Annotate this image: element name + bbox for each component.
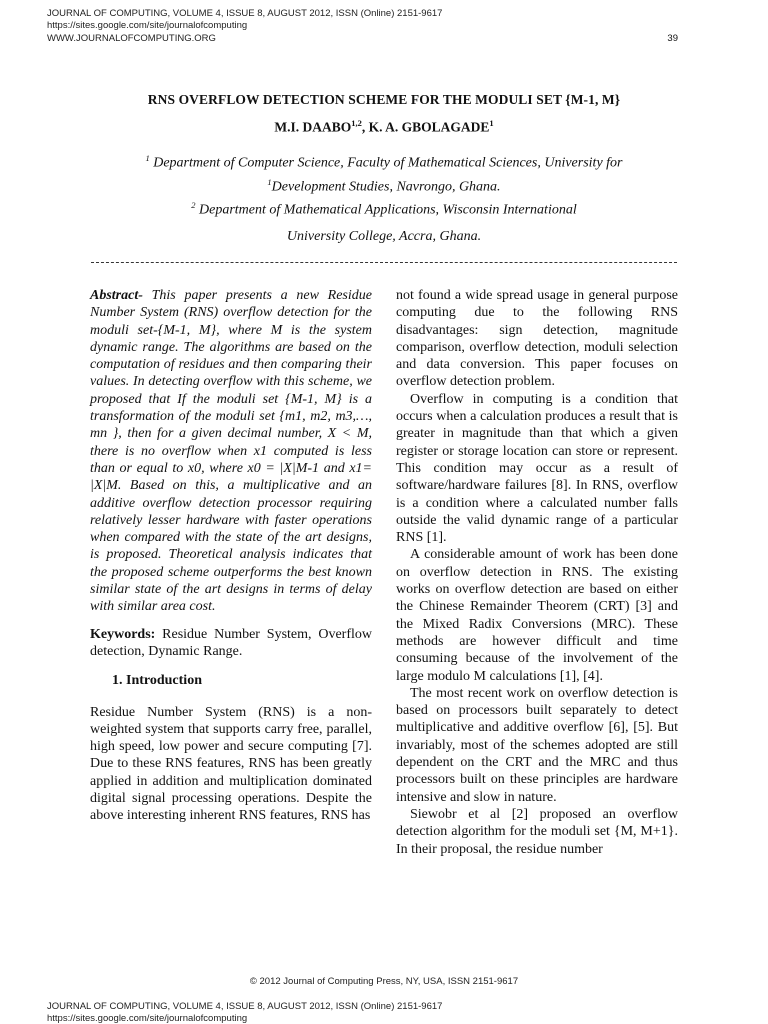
author-2-sup: 1	[489, 118, 494, 128]
right-paragraph-2: Overflow in computing is a condition that occurs when a calculation produces a result that is greater in magnitude than that which a given register or storage location can store or represent. This condition may occur as a result of software/hardware failures [8]. In RNS, overflow is a condition where a calculated number falls outside the valid dynamic range of a particular RNS [1].	[396, 391, 678, 546]
aff1-line2: Development Studies, Navrongo, Ghana.	[271, 179, 501, 195]
journal-site[interactable]: WWW.JOURNALOFCOMPUTING.ORG	[47, 33, 216, 44]
right-column	[396, 287, 678, 858]
aff1-sup2: 1	[267, 176, 272, 187]
affiliation-1	[0, 149, 768, 196]
dashed-divider	[91, 262, 677, 263]
keywords-label: Keywords:	[90, 626, 156, 642]
paper-title: RNS OVERFLOW DETECTION SCHEME FOR THE MODULI SET {M-1, M}	[147, 92, 621, 107]
section-heading-introduction: 1. Introduction	[112, 673, 202, 689]
author-sep: ,	[361, 119, 369, 135]
right-paragraph-1: not found a wide spread usage in general purpose computing due to the following RNS disadvantages: sign detection, magnitude comparison, overflow detection, moduli selection and data conversion. This paper focuses on overflow detection problem.	[396, 288, 678, 390]
footer-copyright: © 2012 Journal of Computing Press, NY, USA, ISSN 2151-9617	[249, 976, 519, 987]
keywords-text: Residue Number System, Overflow detection, Dynamic Range.	[90, 626, 372, 659]
abstract-label: Abstract-	[90, 288, 143, 303]
aff1-line1: Department of Computer Science, Faculty of Mathematical Sciences, University for	[149, 155, 623, 171]
paper-authors	[0, 118, 768, 136]
journal-url[interactable]: https://sites.google.com/site/journalofcomputing	[47, 20, 248, 31]
abstract	[90, 287, 372, 616]
page-number: 39	[667, 33, 678, 44]
aff1-sup: 1	[145, 153, 150, 163]
abstract-text: This paper presents a new Residue Number System (RNS) overflow detection for the moduli set-{M-1, M}, where M is the system dynamic range. The algorithms are based on the computation of residues and then comparing their values. In detecting overflow with this scheme, we proposed that If the moduli set {M-1, M} is a transformation of the moduli set {m1, m2, m3,…, mn }, then for a given decimal number, X < M, there is no overflow when x1 computed is less than or equal to x0, where x0 = |X|M-1 and x1= |X|M. Based on this, a multiplicative and an additive overflow detection processor requiring relatively lesser hardware with faster operations when compared with the state of the art designs, is proposed. Theoretical analysis indicates that the proposed scheme outperforms the best known similar state of the art designs in terms of delay with similar area cost.	[90, 288, 372, 615]
affiliation-2	[0, 196, 768, 220]
affiliation-2-line2: University College, Accra, Ghana.	[286, 229, 482, 244]
right-paragraph-3: A considerable amount of work has been done on overflow detection in RNS. The existing works on overflow detection are based on either the Chinese Remainder Theorem (CRT) [3] and the Mixed Radix Conversions (MRC). These methods are however difficult and time consuming because of the involvement of the large modulo M calculations [1], [4].	[396, 547, 678, 684]
author-1: M.I. DAABO	[274, 119, 352, 135]
aff2-line1: Department of Mathematical Applications, Wisconsin International	[195, 202, 577, 218]
footer-journal: JOURNAL OF COMPUTING, VOLUME 4, ISSUE 8, AUGUST 2012, ISSN (Online) 2151-9617	[47, 1001, 443, 1012]
right-paragraph-4: The most recent work on overflow detection is based on processors built separately to detect multiplicative and additive overflow [6], [5]. But invariably, most of the schemes adopted are still dependent on the CRT and the MRC and thus processors built on these principles are hardware intensive and slow in nature.	[396, 685, 678, 805]
author-2: K. A. GBOLAGADE	[368, 119, 490, 135]
keywords	[90, 626, 372, 661]
right-paragraph-5: Siewobr et al [2] proposed an overflow detection algorithm for the moduli set {M, M+1}. In their proposal, the residue number	[396, 806, 678, 857]
footer-url[interactable]: https://sites.google.com/site/journalofcomputing	[47, 1013, 248, 1024]
author-1-sup: 1,2	[351, 118, 362, 128]
journal-header: JOURNAL OF COMPUTING, VOLUME 4, ISSUE 8, AUGUST 2012, ISSN (Online) 2151-9617	[47, 8, 443, 19]
aff2-sup: 2	[191, 200, 196, 210]
intro-paragraph-1: Residue Number System (RNS) is a non-weighted system that supports carry free, parallel, high speed, low power and secure computing [7]. Due to these RNS features, RNS has been greatly applied in addition and multiplication dominated digital signal processing operations. Despite the above interesting inherent RNS features, RNS has	[90, 704, 372, 824]
left-column	[90, 287, 372, 825]
